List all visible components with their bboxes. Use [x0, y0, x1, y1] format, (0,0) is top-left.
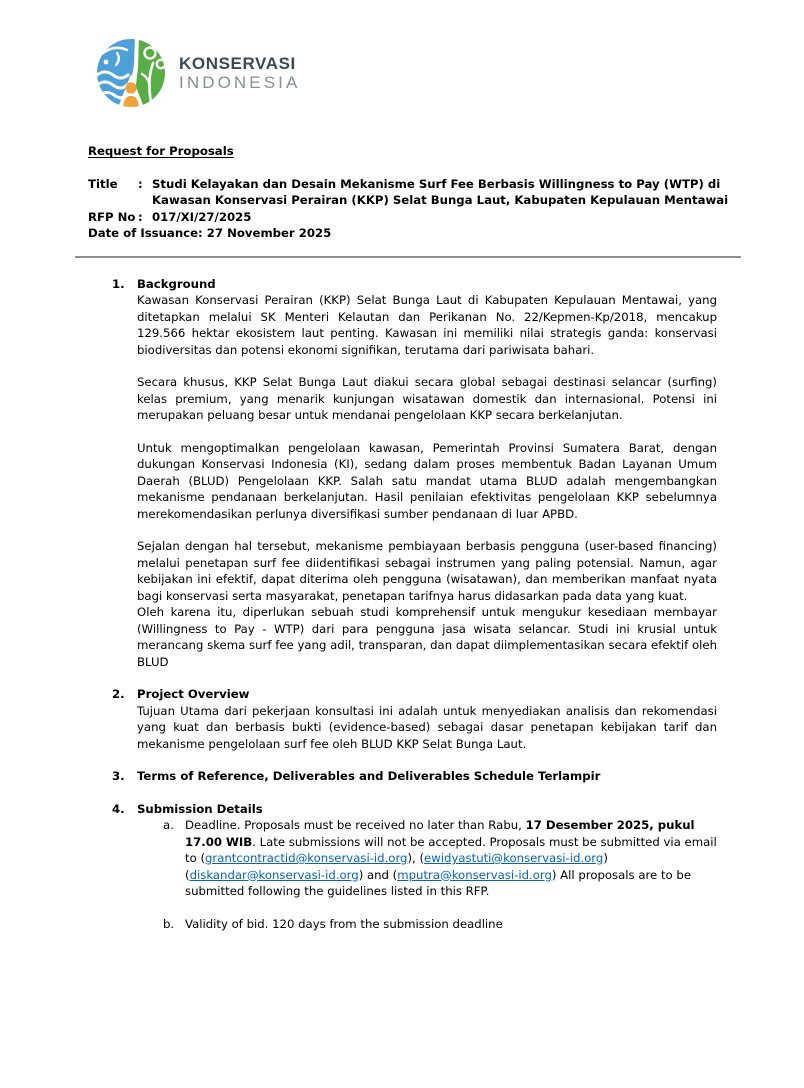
text-run: Oleh karena itu, diperlukan sebuah studi komprehensif untuk mengukur kesediaan membayar (Willingness to Pay - WTP) dari para pengguna jasa wisata selancar. Studi ini krusial untuk merancang skema surf fee yang adil, transparan, dan dapat diimplementasikan secara efektif oleh BLUD — [137, 605, 717, 669]
section-number: 2. — [112, 687, 125, 701]
text-run: Deadline. Proposals must be received no later than Rabu, — [185, 818, 526, 832]
title-row — [88, 176, 804, 209]
section-heading-row — [112, 801, 717, 818]
paragraph — [137, 374, 717, 424]
divider — [75, 256, 741, 258]
list-item-text — [185, 916, 717, 933]
brand-name-line2: INDONESIA — [179, 73, 301, 92]
list-item-marker: a. — [163, 818, 174, 832]
document-header — [88, 176, 804, 242]
section-number: 3. — [112, 769, 125, 783]
section-number: 4. — [112, 801, 125, 816]
section-background — [112, 276, 717, 671]
document-type-heading: Request for Proposals — [88, 144, 234, 158]
text-run: Kawasan Konservasi Perairan (KKP) Selat Bunga Laut di Kabupaten Kepulauan Mentawai, yang ditetapkan melalui SK Menteri Kelautan dan Perikanan No. 22/Kepmen-Kp/2018, mencakup 129.566 hektar ekosistem laut penting. Kawasan ini memiliki nilai strategis ganda: konservasi biodiversitas dan potensi ekonomi signifikan, terutama dari pariwisata bahari. — [137, 293, 717, 357]
text-run: ) and ( — [358, 867, 398, 882]
title-label: Title — [88, 176, 118, 191]
paragraph — [137, 440, 717, 523]
email-link[interactable]: grantcontractid@konservasi-id.org — [205, 851, 408, 865]
text-run: ) ( — [185, 851, 608, 882]
email-link[interactable]: mputra@konservasi-id.org — [397, 867, 552, 882]
konservasi-indonesia-logo-icon — [94, 36, 168, 110]
section-number: 1. — [112, 276, 125, 291]
issuance-date-value: 27 November 2025 — [206, 226, 332, 240]
sections-list — [112, 276, 717, 933]
rfp-document-page — [0, 36, 804, 1088]
brand-wordmark — [179, 54, 300, 92]
paragraph — [137, 703, 717, 753]
email-link[interactable]: diskandar@konservasi-id.org — [189, 867, 359, 882]
section-submission-details — [112, 801, 717, 933]
list-item-marker: b. — [163, 916, 175, 931]
text-run: Secara khusus, KKP Selat Bunga Laut diakui secara global sebagai destinasi selancar (surfing) kelas premium, yang menarik kunjungan wisatawan domestik dan internasional. Potensi ini merupakan peluang besar untuk mendanai pengelolaan KKP secara berkelanjutan. — [137, 375, 717, 422]
section-title: Submission Details — [137, 801, 263, 816]
brand-name-line1: KONSERVASI — [179, 54, 296, 73]
text-run: Tujuan Utama dari pekerjaan konsultasi ini adalah untuk menyediakan analisis dan rekomendasi yang kuat dan berbasis bukti (evidence-based) sebagai dasar penetapan kebijakan tarif dan mekanisme pengelolaan surf fee oleh BLUD KKP Selat Bunga Laut. — [137, 703, 717, 751]
text-run: Validity of bid. 120 days from the submission deadline — [185, 916, 503, 931]
text-run: Sejalan dengan hal tersebut, mekanisme pembiayaan berbasis pengguna (user-based financing) melalui penetapan surf fee diidentifikasi sebagai instrumen yang paling potensial. Namun, agar kebijakan ini efektif, dapat diterima oleh pengguna (wisatawan), dan memberikan manfaat nyata bagi konservasi serta masyarakat, penetapan tarifnya harus didasarkan pada data yang kuat. — [137, 539, 717, 603]
rfp-number-separator: : — [138, 209, 143, 224]
paragraph — [137, 538, 717, 604]
logo — [94, 36, 804, 110]
text-run: Untuk mengoptimalkan pengelolaan kawasan, Pemerintah Provinsi Sumatera Barat, dengan dukungan Konservasi Indonesia (KI), sedang dalam proses membentuk Badan Layanan Umum Daerah (BLUD) Pengelolaan KKP. Salah satu mandat utama BLUD adalah mengembangkan mekanisme pendanaan berkelanjutan. Hasil penilaian efektivitas pengelolaan KKP sebelumnya merekomendasikan perlunya diversifikasi sumber pendanaan di luar APBD. — [137, 440, 717, 521]
rfp-number-value: 017/XI/27/2025 — [152, 209, 252, 224]
title-value: Studi Kelayakan dan Desain Mekanisme Surf Fee Berbasis Willingness to Pay (WTP) di Kawasan Konservasi Perairan (KKP) Selat Bunga Laut, Kabupaten Kepulauan Mentawai — [152, 176, 729, 207]
rfp-number-row — [88, 209, 804, 226]
title-separator: : — [138, 176, 143, 191]
list-item-a — [163, 817, 717, 900]
section-project-overview — [112, 686, 717, 752]
email-link[interactable]: ewidyastuti@konservasi-id.org — [424, 851, 604, 865]
list-item-b — [163, 916, 717, 933]
text-run: ) All proposals are to be submitted following the guidelines listed in this RFP. — [185, 867, 692, 898]
section-title: Project Overview — [137, 687, 250, 701]
paragraph — [137, 604, 717, 670]
section-terms-of-reference — [112, 768, 717, 785]
paragraph — [137, 292, 717, 358]
text-run: . Late submissions will not be accepted. Proposals must be submitted via email to ( — [185, 834, 717, 865]
issuance-date-row — [88, 225, 804, 242]
text-run: ), ( — [407, 851, 425, 865]
section-title: Background — [137, 276, 216, 291]
section-heading-row — [112, 276, 717, 293]
section-title: Terms of Reference, Deliverables and Deliverables Schedule Terlampir — [137, 769, 601, 783]
issuance-date-label: Date of Issuance: — [88, 226, 203, 240]
section-heading-row — [112, 768, 717, 785]
section-heading-row — [112, 686, 717, 703]
list-item-text — [185, 817, 717, 900]
rfp-number-label: RFP No — [88, 209, 136, 224]
bold-text: 17 Desember 2025, pukul 17.00 WIB — [185, 818, 695, 849]
